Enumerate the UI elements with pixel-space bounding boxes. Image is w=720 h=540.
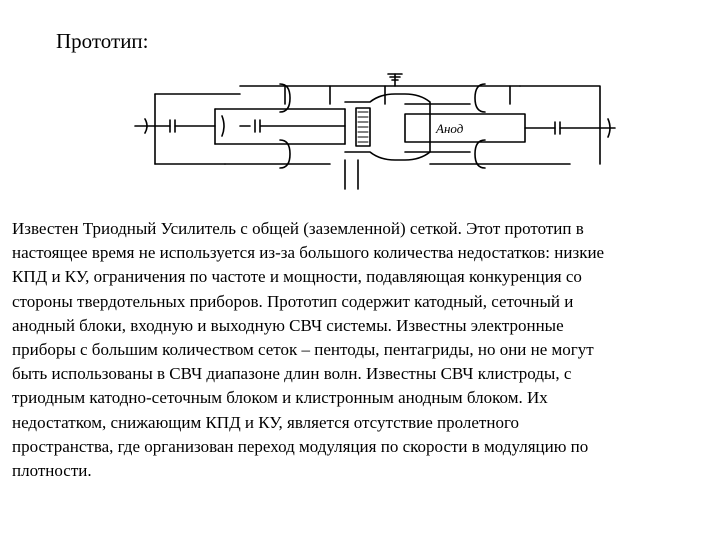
description-line: КПД и КУ, ограничения по частоте и мощности, подавляющая конкуренция со: [12, 267, 582, 287]
description-line: недостатком, снижающим КПД и КУ, является отсутствие пролетного: [12, 412, 520, 432]
description-line: триодным катодно-сеточным блоком и клистронным анодным блоком. Их: [12, 388, 548, 408]
description-line: настоящее время не используется из-за большого количества недостатков: низкие: [12, 243, 605, 263]
description-line: анодный блоки, входную и выходную СВЧ системы. Известны электронные: [12, 315, 564, 335]
anode-label: Анод: [436, 121, 464, 136]
description-line: приборы с большим количеством сеток – пентоды, пентагриды, но они не могут: [12, 340, 594, 360]
description-text: [12, 217, 712, 483]
triode-amplifier-schematic: [130, 64, 620, 194]
description-line: Известен Триодный Усилитель с общей (заземленной) сеткой. Этот прототип в: [12, 219, 584, 238]
slide-title: Прототип:: [56, 29, 149, 53]
description-line: плотности.: [12, 461, 92, 481]
description-line: пространства, где организован переход модуляция по скорости в модуляцию по: [12, 436, 589, 456]
description-line: стороны твердотельных приборов. Прототип содержит катодный, сеточный и: [12, 291, 574, 311]
description-line: быть использованы в СВЧ диапазоне длин волн. Известны СВЧ клистроды, с: [12, 364, 572, 384]
